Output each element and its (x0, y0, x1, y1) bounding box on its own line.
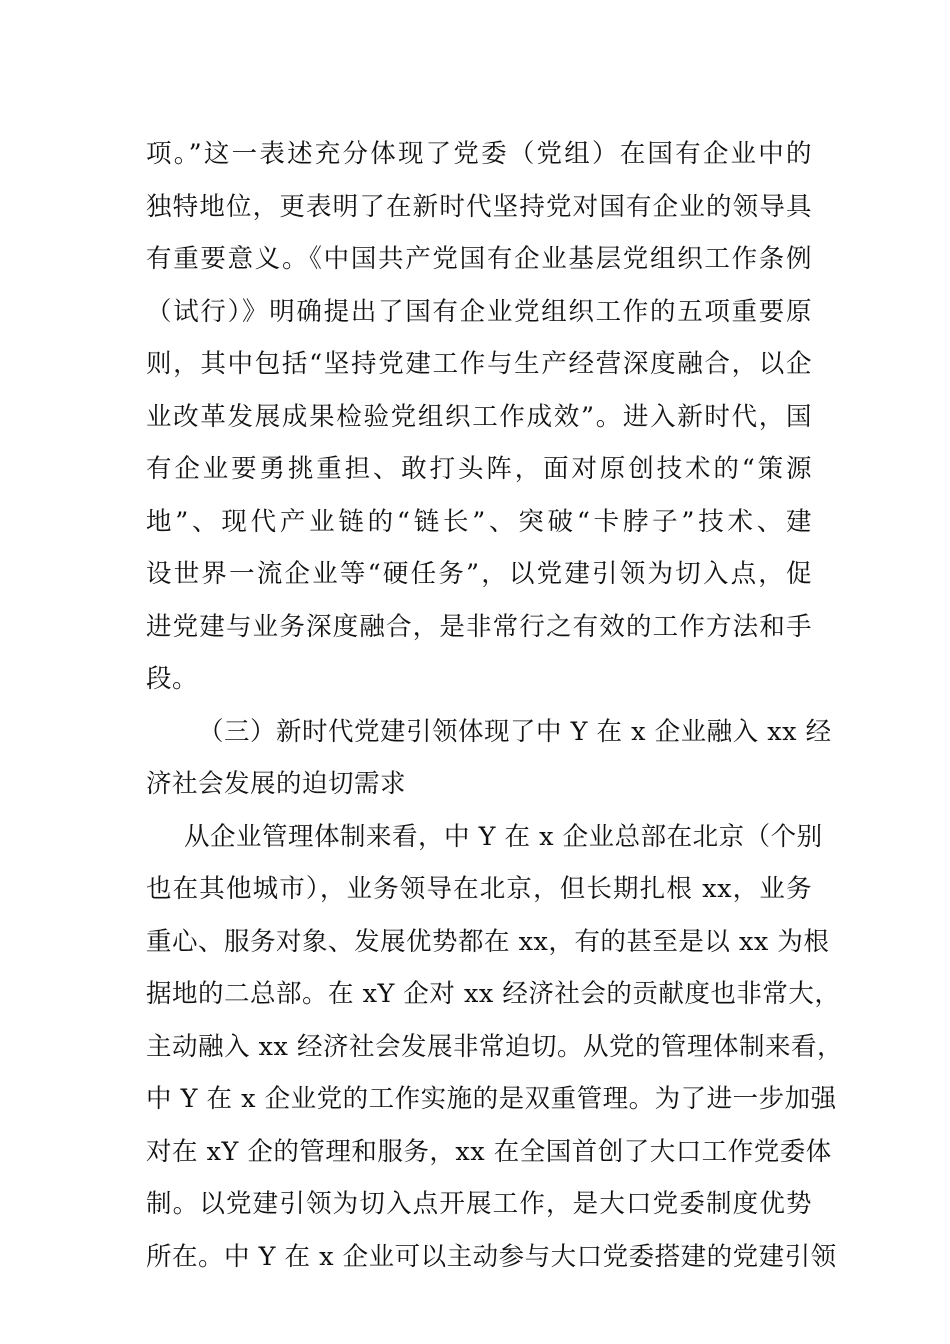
text-line: 项。”这一表述充分体现了党委（党组）在国有企业中的 (146, 139, 812, 169)
text-line: 中 Y 在 x 企业党的工作实施的是双重管理。为了进一步加强 (146, 1084, 837, 1114)
text-line: 地”、现代产业链的“链长”、突破“卡脖子”技术、建 (146, 506, 812, 537)
section-heading-line: 济社会发展的迫切需求 (146, 769, 407, 799)
text-line: 据地的二总部。在 xY 企对 xx 经济社会的贡献度也非常大， (146, 979, 841, 1009)
text-line: 进党建与业务深度融合，是非常行之有效的工作方法和手 (146, 611, 812, 642)
text-line: 有企业要勇挑重担、敢打头阵，面对原创技术的“策源 (146, 454, 812, 484)
text-line: （试行）》明确提出了国有企业党组织工作的五项重要原 (146, 296, 812, 327)
text-line: 设世界一流企业等“硬任务”，以党建引领为切入点，促 (146, 559, 812, 589)
text-line: 所在。中 Y 在 x 企业可以主动参与大口党委搭建的党建引领 (146, 1241, 837, 1272)
text-line: 业改革发展成果检验党组织工作成效”。进入新时代，国 (146, 401, 812, 432)
text-line: 重心、服务对象、发展优势都在 xx，有的甚至是以 xx 为根 (146, 926, 830, 957)
text-line: 则，其中包括“坚持党建工作与生产经营深度融合，以企 (146, 349, 812, 379)
section-heading-line: （三）新时代党建引领体现了中 Y 在 x 企业融入 xx 经 (198, 716, 832, 747)
text-line: 独特地位，更表明了在新时代坚持党对国有企业的领导具 (146, 191, 812, 222)
text-line: 从企业管理体制来看，中 Y 在 x 企业总部在北京（个别 (184, 821, 823, 852)
text-line: 制。以党建引领为切入点开展工作，是大口党委制度优势 (146, 1189, 812, 1219)
text-line: 主动融入 xx 经济社会发展非常迫切。从党的管理体制来看， (146, 1031, 843, 1062)
text-line: 对在 xY 企的管理和服务，xx 在全国首创了大口工作党委体 (146, 1136, 832, 1167)
body-text (146, 128, 843, 1283)
text-line: 也在其他城市），业务领导在北京，但长期扎根 xx，业务 (146, 874, 812, 904)
text-line: 有重要意义。《中国共产党国有企业基层党组织工作条例 (146, 244, 812, 274)
text-line: 段。 (146, 664, 199, 694)
